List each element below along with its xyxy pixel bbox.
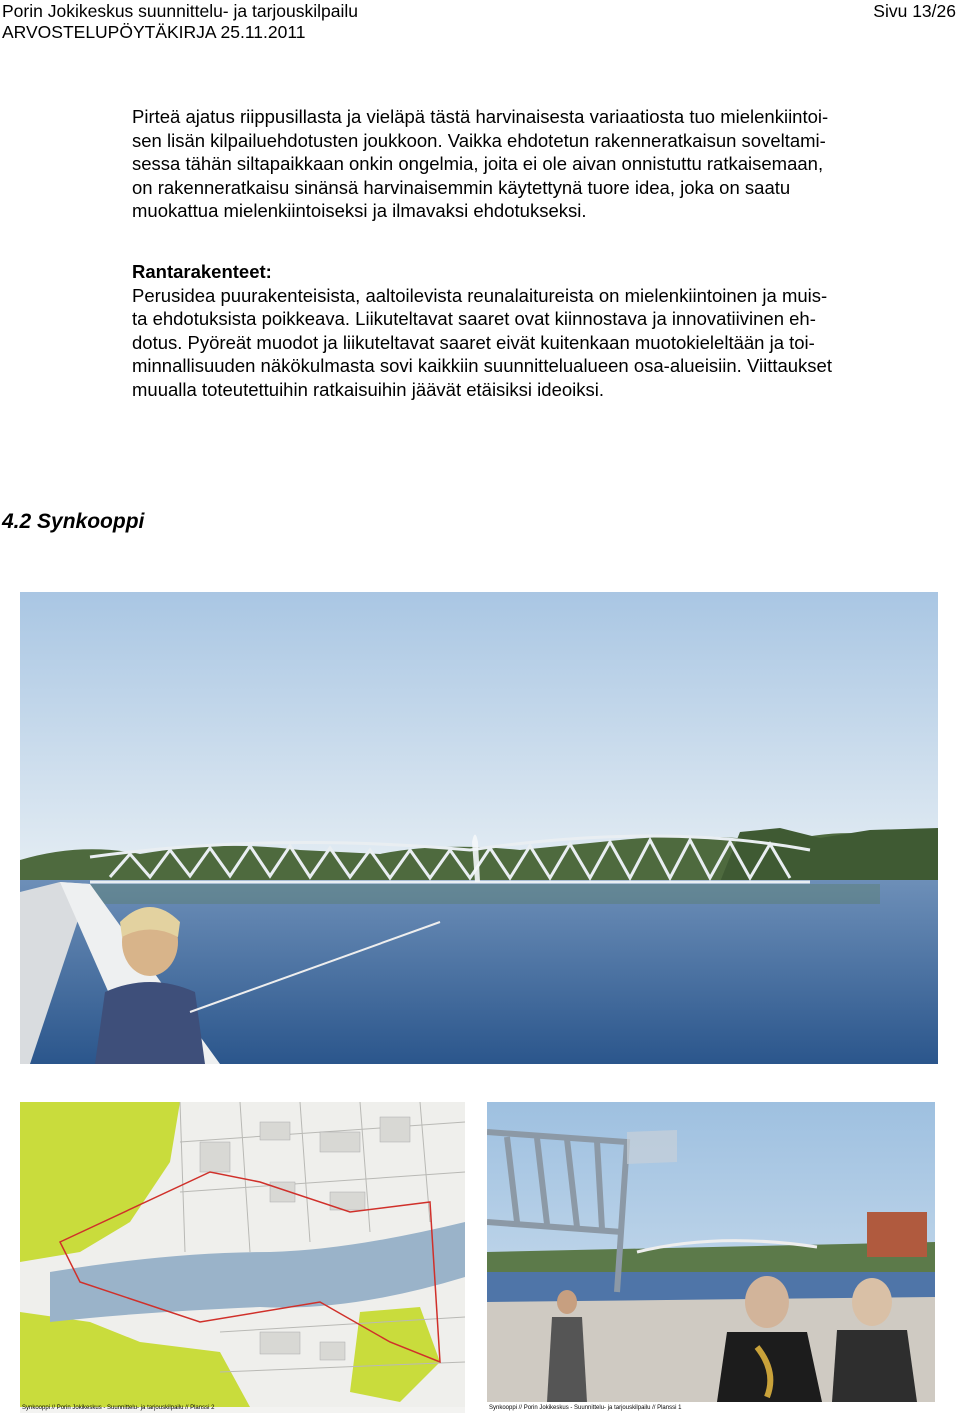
panorama-rendering bbox=[20, 592, 938, 1064]
bridge-plaza-rendering-image bbox=[487, 1102, 935, 1402]
text-line: muokattua mielenkiintoiseksi ja ilmavaksi ehdotukseksi. bbox=[132, 200, 587, 221]
paragraph-rantarakenteet bbox=[132, 260, 960, 401]
text-line: Pirteä ajatus riippusillasta ja vieläpä tästä harvinaisesta variaatiosta tuo mielenkiintoi- bbox=[132, 106, 829, 127]
text-line: ta ehdotuksista poikkeava. Liikuteltavat saaret ovat kiinnostava ja innovatiivinen eh- bbox=[132, 308, 816, 329]
site-plan-map-image bbox=[20, 1102, 465, 1407]
text-line: sen lisän kilpailuehdotusten joukkoon. Vaikka ehdotetun rakenneratkaisun soveltami- bbox=[132, 129, 826, 151]
document-title: Porin Jokikeskus suunnittelu- ja tarjouskilpailu bbox=[2, 1, 359, 21]
plan-map-caption: Synkooppi // Porin Jokikeskus - Suunnittelu- ja tarjouskilpailu // Planssi 2 bbox=[22, 1405, 215, 1411]
street-view-caption: Synkooppi // Porin Jokikeskus - Suunnittelu- ja tarjouskilpailu // Planssi 1 bbox=[489, 1405, 682, 1411]
plan-map-figure bbox=[20, 1102, 465, 1413]
page-number: Sivu 13/26 bbox=[873, 1, 956, 21]
text-line: dotus. Pyöreät muodot ja liikuteltavat saaret eivät kuitenkaan muotokieleltään ja toi- bbox=[132, 331, 815, 353]
section-title: 4.2 Synkooppi bbox=[2, 510, 145, 533]
street-view-figure bbox=[487, 1102, 935, 1413]
text-line: sessa tähän siltapaikkaan onkin ongelmia, joita ei ole aivan onnistuttu ratkaisemaan, bbox=[132, 153, 824, 174]
section-heading-rantarakenteet: Rantarakenteet: bbox=[132, 261, 272, 282]
river-bridge-rendering-image bbox=[20, 592, 938, 1064]
text-line: minnallisuuden näkökulmasta sovi kaikkiin suunnittelualueen osa-alueisiin. Viittaukset bbox=[132, 355, 832, 376]
text-line: on rakenneratkaisu sinänsä harvinaisemmin käytettynä tuore idea, joka on saatu bbox=[132, 176, 791, 198]
paragraph-evaluation bbox=[132, 105, 960, 223]
document-subtitle: ARVOSTELUPÖYTÄKIRJA 25.11.2011 bbox=[2, 22, 306, 42]
text-line: Perusidea puurakenteisista, aaltoilevista reunalaitureista on mielenkiintoinen ja muis- bbox=[132, 284, 828, 306]
text-line: muualla toteutettuihin ratkaisuihin jäävät etäisiksi ideoiksi. bbox=[132, 378, 605, 400]
